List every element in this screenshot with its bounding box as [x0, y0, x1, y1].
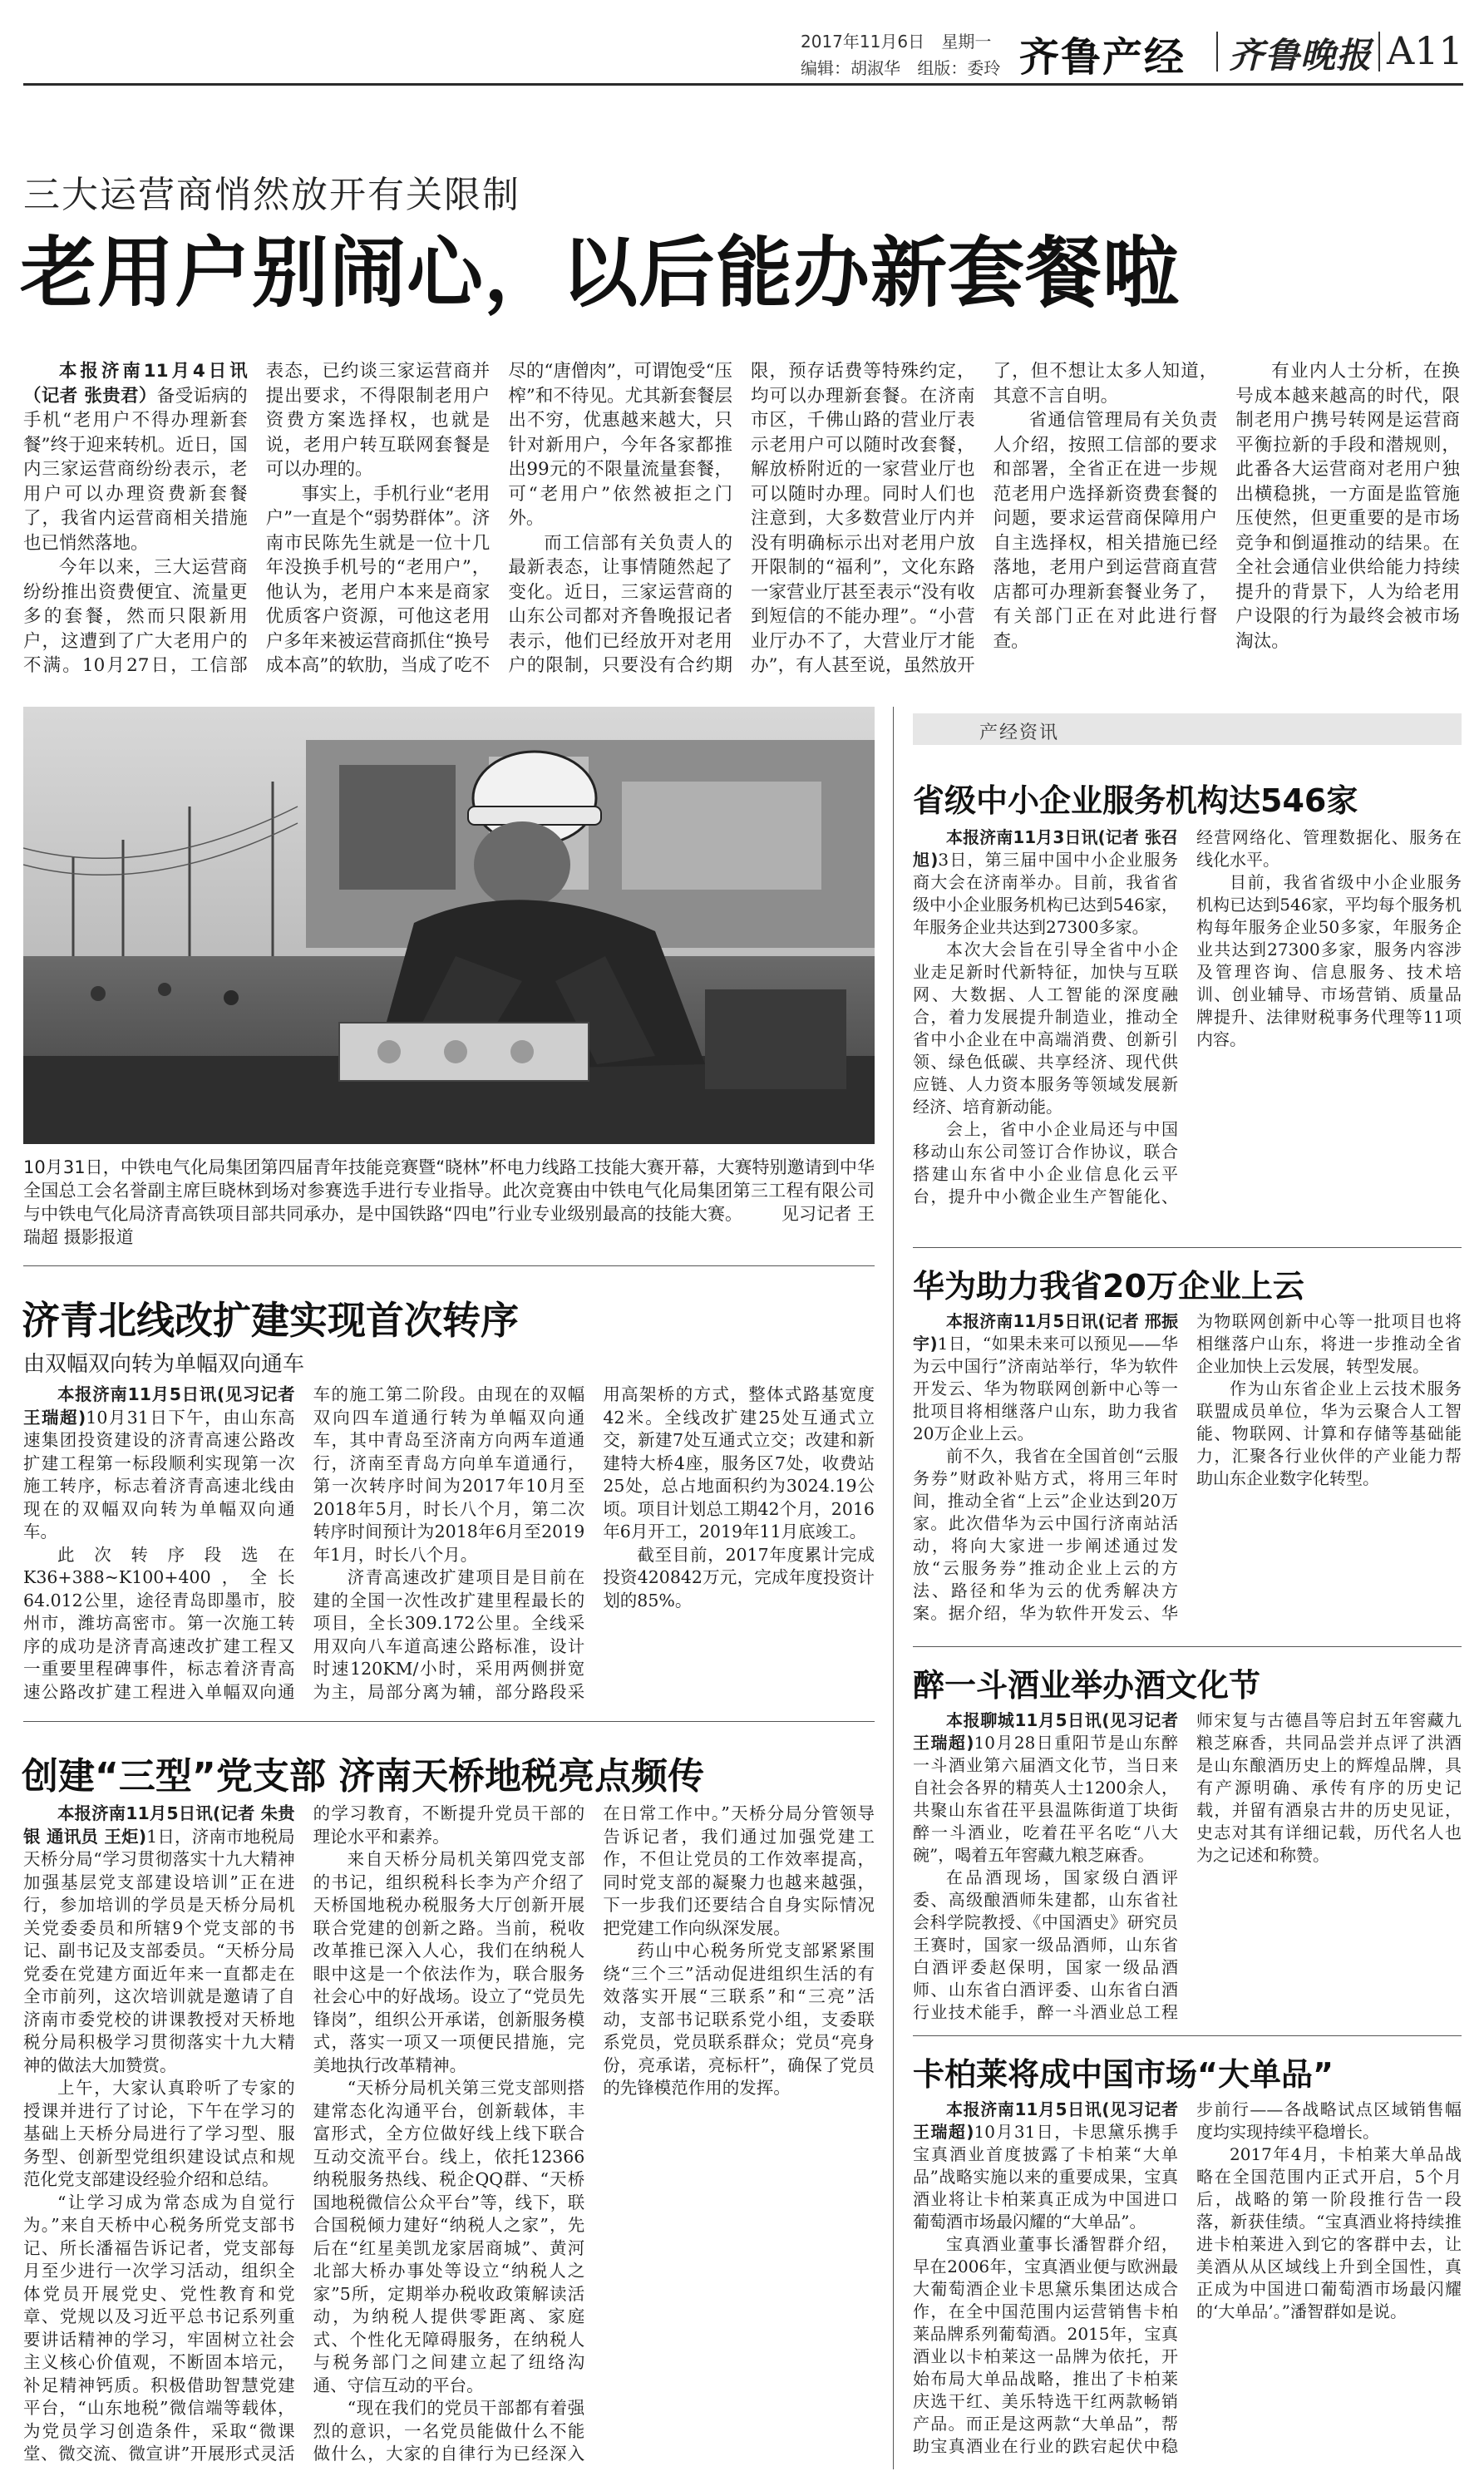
- paper-logo: 齐鲁晚报: [1229, 35, 1373, 76]
- smes-paragraph: 本次大会旨在引导全省中小企业走足新时代新特征，加快与互联网、大数据、人工智能的深度融合，着力发展提升制造业，推动全省中小企业在中高端消费、创新引领、绿色低碳、共享经济、现代供应链、人力资本服务等领域发展新经济、培育新动能。: [913, 940, 1178, 1117]
- smes-reporter: (记者 张召旭): [913, 827, 1178, 870]
- lead-paragraph: 而工信部有关负责人的最新表态，让事情随然起了变化。近日，三家运营商的山东公司都对齐鲁晚报记者表示，他们已经放开对老用户的限制，只要没有合约期限，预存话费等特殊约定，均可以办理新套餐。在济南市区，千佛山路的营业厅表示老用户可以随时改套餐，解放桥附近的一家营业厅也可以随时办理。同时人们也注意到，大多数营业厅内并没有明确标示出对老用户放开限制的“福利”，文化东路一家营业厅甚至表示“没有收到短信的不能办理”。“小营业厅办不了，大营业厅才能办”，有人甚至说，虽然放开了，但不想让太多人知道，其意不言自明。: [508, 361, 1218, 676]
- highway-paragraph: 济青高速改扩建项目是目前在建的全国一次性改扩建里程最长的项目，全长309.172公里。全线采用双向八车道高速公路标准，设计时速120KM/小时，采用两侧拼宽为主，局部分离为辅，部分路段采用高架桥的方式，整体式路基宽度42米。全线改扩建25处互通式立交，新建7处互通式立交；改建和新建特大桥4座，服务区7处，收费站25处，总占地面积约为3024.19公顷。项目计划总工期42个月，2016年6月开工，2019年11月底竣工。: [313, 1384, 875, 1702]
- divider: [23, 1721, 875, 1722]
- tax-dateline: 本报济南11月5日讯: [57, 1803, 213, 1823]
- photo-caption-text: 10月31日，中铁电气化局集团第四届青年技能竞赛暨“晓林”杯电力线路工技能大赛开幕，大赛特别邀请到中华全国总工会名誉副主席巨晓林到场对参赛选手进行专业指导。此次竞赛由中铁电气化局集团第三工程有限公司与中铁电气化局济青高铁项目部共同承办，是中国铁路“四电”行业专业级别最高的技能大赛。: [23, 1157, 875, 1224]
- photo-caption: [23, 1156, 875, 1249]
- tax-paragraph: 1日，济南市地税局天桥分局“学习贯彻落实十九大精神加强基层党支部建设培训”正在进行，参加培训的学员是天桥分局机关党委委员和所辖9个党支部的书记、副书记及支部委员。“天桥分局党委在党建方面近年来一直都走在全市前列，这次培训就是邀请了自济南市委党校的讲课教授对天桥地税分局积极学习贯彻落实十九大精神的做法大加赞赏。: [23, 1826, 295, 2075]
- highway-dateline: 本报济南11月5日讯: [57, 1384, 217, 1404]
- lead-dateline: 本报济南11月4日讯: [59, 361, 248, 382]
- lead-paragraph: 备受诟病的手机“老用户不得办理新套餐”终于迎来转机。近日，国内三家运营商纷纷表示，老用户可以办理资费新套餐了，我省内运营商相关措施也已悄然落地。: [23, 385, 248, 554]
- highway-paragraph: 此次转序段选在K36+388~K100+400，全长64.012公里，途径青岛即墨市，胶州市，潍坊高密市。第一次施工转序的成功是济青高速改扩建工程又一重要里程碑事件，标志着济青高速公路改扩建工程进入单幅双向通车的施工第二阶段。由现在的双幅双向四车道通行转为单幅双向通车，其中青岛至济南方向两车道通行，济南至青岛方向单车道通行，第一次转序时间为2017年10月至2018年5月，时长八个月，第二次转序时间预计为2018年6月至2019年1月，时长八个月。: [23, 1384, 585, 1702]
- issue-weekday: 星期一: [941, 32, 992, 52]
- highway-subhead: 由双幅双向转为单幅双向通车: [23, 1352, 305, 1377]
- lead-reporter: （记者 张贵君）: [23, 385, 157, 407]
- masthead-rule: [23, 83, 1463, 86]
- carlsberg-paragraph: 10月31日，卡思黛乐携手宝真酒业首度披露了卡柏莱“大单品”战略实施以来的重要成果，宝真酒业将让卡柏莱真正成为中国进口葡萄酒市场最闪耀的“大单品”。: [913, 2122, 1178, 2232]
- huawei-body: [913, 1310, 1462, 1640]
- tax-paragraph: 来自天桥分局机关第四党支部的书记，组织税科长李为产介绍了天桥国地税办税服务大厅创新开展联合党建的创新之路。当前，税收改革推已深入人心，我们在纳税人眼中这是一个依法作为，联合服务社会心中的好战场。设立了“党员先锋岗”，组织公开承诺，创新服务模式，落实一项又一项便民措施，完美地执行改革精神。: [313, 1849, 585, 2075]
- lead-body: [23, 359, 1460, 687]
- news-photo: [23, 707, 875, 1144]
- carlsberg-headline: 卡柏莱将成中国市场“大单品”: [913, 2056, 1334, 2093]
- tax-headline: 创建“三型”党支部 济南天桥地税亮点频传: [22, 1755, 705, 1798]
- lead-paragraph: 有业内人士分析，在换号成本越来越高的时代，限制老用户携号转网是运营商平衡拉新的手段和潜规则，此番各大运营商对老用户独出横稳挑，一方面是监管施压使然，但更重要的是市场竞争和倒逼推动的结果。在全社会通信业供给能力持续提升的背景下，人为给老用户设限的行为最终会被市场淘汰。: [1235, 361, 1460, 652]
- carlsberg-paragraph: 宝真酒业董事长潘智群介绍，早在2006年，宝真酒业便与欧洲最大葡萄酒企业卡思黛乐集团达成合作，在全中国范围内运营销售卡柏莱品牌系列葡萄酒。2015年，宝真酒业以卡柏莱这一品牌为依托，开始布局大单品战略，推出了卡柏莱庆选干红、美乐特选干红两款畅销产品。而正是这两款“大单品”，帮助宝真酒业在行业的跌宕起伏中稳步前行——各战略试点区域销售幅度均实现持续平稳增长。: [913, 2099, 1462, 2456]
- smes-headline: 省级中小企业服务机构达546家: [913, 782, 1358, 819]
- carlsberg-reporter: (见习记者 王瑞超): [913, 2099, 1179, 2142]
- photo-credit: 见习记者 王瑞超 摄影报道: [23, 1204, 875, 1247]
- highway-reporter: (见习记者 王瑞超): [23, 1384, 295, 1428]
- divider: [913, 1247, 1462, 1248]
- tax-paragraph: “让学习成为常态成为自觉行为。”来自天桥中心税务所党支部书记、所长潘福告诉记者，党支部每月至少进行一次学习活动，组织全体党员开展党史、党性教育和党章、党规以及习近平总书记系列重要讲话精神的学习，牢固树立社会主义核心价值观，不断固本培元，补足精神钙质。积极借助智慧党建平台，“山东地税”微信端等载体，为党员学习创造条件，采取“微课堂、微交流、微宣讲”开展形式灵活的学习教育，不断提升党员干部的理论水平和素养。: [23, 1803, 585, 2464]
- liquor-paragraph: 10月28日重阳节是山东醉一斗酒业第六届酒文化节，当日来自社会各界的精英人士1200余人，共聚山东省茌平县温陈街道丁块街醉一斗酒业，吃着茌平名吃“八大碗”，喝着五年窖藏九粮芝麻香。: [913, 1733, 1178, 1865]
- huawei-reporter: (记者 邢振宇): [913, 1311, 1178, 1354]
- smes-body: [913, 826, 1462, 1242]
- highway-paragraph: 10月31日下午，由山东高速集团投资建设的济青高速公路改扩建工程第一标段顺利实现第一次施工转序，标志着济青高速北线由现在的双幅双向转为单幅双向通车。: [23, 1407, 295, 1541]
- masthead: [0, 0, 1484, 83]
- lead-kicker: 三大运营商悄然放开有关限制: [23, 174, 520, 216]
- tax-body: [23, 1803, 875, 2468]
- divider: [913, 1646, 1462, 1647]
- editor-credit: 编辑：胡淑华: [801, 58, 900, 78]
- masthead-divider: [1216, 32, 1218, 72]
- lead-paragraph: 今年以来，三大运营商纷纷推出资费便宜、流量更多的套餐，然而只限新用户，这遭到了广大老用户的不满。10月27日，工信部表态，已约谈三家运营商并提出要求，不得限制老用户资费方案选择权，也就是说，老用户转互联网套餐是可以办理的。: [23, 361, 491, 676]
- page-number: A11: [1387, 28, 1463, 73]
- liquor-body: [913, 1709, 1462, 2029]
- huawei-paragraph: 前不久，我省在全国首创“云服务券”财政补贴方式，将用三年时间，推动全省“上云”企业达到20万家。此次借华为云中国行济南站活动，将向大家进一步阐述通过发放“云服务券”推动企业上云的方法、路径和华为云的优秀解决方案。据介绍，华为软件开发云、华为物联网创新中心等一批项目也将相继落户山东，将进一步推动全省企业加快上云发展，转型发展。: [913, 1311, 1462, 1623]
- sidebar-label-bar: [913, 713, 1462, 745]
- sidebar-label: 产经资讯: [979, 723, 1060, 743]
- lead-paragraph: 省通信管理局有关负责人介绍，按照工信部的要求和部署，全省正在进一步规范老用户选择新资费套餐的问题，要求运营商保障用户自主选择权，相关措施已经落地，老用户到运营商直营店都可办理新套餐业务了，有关部门正在对此进行督查。: [993, 410, 1218, 652]
- liquor-headline: 醉一斗酒业举办酒文化节: [913, 1667, 1261, 1704]
- issue-date: 2017年11月6日: [801, 32, 925, 52]
- tax-paragraph: 药山中心税务所党支部紧紧围绕“三个三”活动促进组织生活的有效落实开展“三联系”和“三亮”活动，支部书记联系党小组，支委联系党员，党员联系群众；党员“亮身份，亮承诺，亮标杆”，确保了党员的先锋模范作用的发挥。: [603, 1941, 875, 2098]
- huawei-headline: 华为助力我省20万企业上云: [913, 1268, 1304, 1305]
- huawei-dateline: 本报济南11月5日讯: [946, 1311, 1098, 1331]
- tax-paragraph: “现在我们的党员干部都有着强烈的意识，一名党员能做什么不能做什么，大家的自律行为已经深入在日常工作中。”天桥分局分管领导告诉记者，我们通过加强党建工作，不但让党员的工作效率提高，同时党支部的凝聚力也越来越强，下一步我们还要结合自身实际情况把党建工作向纵深发展。: [313, 1803, 875, 2464]
- smes-paragraph: 会上，省中小企业局还与中国移动山东公司签订合作协议，联合搭建山东省中小企业信息化云平台，提升中小微企业生产智能化、经营网络化、管理数据化、服务在线化水平。: [913, 827, 1462, 1206]
- carlsberg-paragraph: 2017年4月，卡柏莱大单品战略在全国范围内正式开启，5个月后，战略的第一阶段推行告一段落，新获佳绩。“宝真酒业将持续推进卡柏莱进入到它的客群中去，让美酒从从区域线上升到全国性，真正成为中国进口葡萄酒市场最闪耀的‘大单品’。”潘智群如是说。: [1196, 2144, 1462, 2321]
- tax-paragraph: 上午，大家认真聆听了专家的授课并进行了讨论，下午在学习的基础上天桥分局进行了学习型、服务型、创新型党组织建设试点和规范化党支部建设经验介绍和总结。: [23, 2078, 295, 2189]
- huawei-paragraph: 作为山东省企业上云技术服务联盟成员单位，华为云聚合人工智能、物联网、计算和存储等基础能力，汇聚各行业伙伴的产业能力帮助山东企业数字化转型。: [1196, 1379, 1462, 1488]
- liquor-paragraph: 在品酒现场，国家级白酒评委、高级酿酒师朱建都，山东省社会科学院教授、《中国酒史》研究员王赛时，国家一级品酒师，山东省白酒评委赵保明，国家一级品酒师、山东省白酒评委、山东省白酒行业技术能手，醉一斗酒业总工程师宋复与古德昌等启封五年窖藏九粮芝麻香，共同品尝并点评了洪酒是山东酿酒历史上的辉煌品牌，具有产源明确、承传有序的历史记载，并留有酒泉古井的历史见证，史志对其有详细记载，历代名人也为之记述和称赞。: [913, 1710, 1462, 2022]
- highway-body: [23, 1384, 875, 1706]
- liquor-reporter: (见习记者 王瑞超): [913, 1710, 1179, 1753]
- huawei-paragraph: 1日，“如果未来可以预见——华为云中国行”济南站举行，华为软件开发云、华为物联网创新中心等一批项目将相继落户山东，助力我省20万企业上云。: [913, 1334, 1179, 1443]
- layout-credit: 组版：委玲: [917, 58, 1001, 78]
- liquor-dateline: 本报聊城11月5日讯: [946, 1710, 1102, 1730]
- tax-paragraph: “天桥分局机关第三党支部则搭建常态化沟通平台，创新载体，丰富形式，全方位做好线上线下联合互动交流平台。线上，依托12366纳税服务热线、税企QQ群、“天桥国地税微信公众平台”等，线下，联合国税倾力建好“纳税人之家”，先后在“红星美凯龙家居商城”、黄河北部大桥办事处等设立“纳税人之家”5所，定期举办税收政策解读活动，为纳税人提供零距离、家庭式、个性化无障碍服务，在纳税人与税务部门之间建立起了纽络沟通、守信互动的平台。: [313, 2078, 585, 2395]
- lead-headline: 老用户别闹心，以后能办新套餐啦: [20, 229, 1181, 318]
- divider: [913, 2035, 1462, 2036]
- smes-paragraph: 3日，第三届中国中小企业服务商大会在济南举办。目前，我省省级中小企业服务机构已达到546家，年服务企业共达到27300多家。: [913, 850, 1179, 937]
- photo-illustration: [23, 707, 875, 1144]
- carlsberg-dateline: 本报济南11月5日讯: [946, 2099, 1102, 2119]
- carlsberg-body: [913, 2099, 1462, 2471]
- tax-reporter: (记者 朱贵银 通讯员 王炬): [23, 1803, 295, 1847]
- divider: [23, 1265, 875, 1266]
- column-divider: [893, 707, 894, 2469]
- section-title: 齐鲁产经: [1019, 34, 1186, 81]
- smes-dateline: 本报济南11月3日讯: [946, 827, 1098, 847]
- smes-paragraph: 目前，我省省级中小企业服务机构已达到546家，平均每个服务机构每年服务企业50多家，年服务企业共达到27300多家，服务内容涉及管理咨询、信息服务、技术培训、创业辅导、市场营销、质量品牌提升、法律财税事务代理等11项内容。: [1196, 872, 1462, 1049]
- highway-paragraph: 截至目前，2017年度累计完成投资420842万元，完成年度投资计划的85%。: [603, 1544, 875, 1610]
- masthead-divider-2: [1378, 32, 1380, 72]
- lead-paragraph: 事实上，手机行业“老用户”一直是个“弱势群体”。济南市民陈先生就是一位十几年没换手机号的“老用户”，他认为，老用户本来是商家优质客户资源，可他这老用户多年来被运营商抓住“换号成本高”的软肋，当成了吃不尽的“唐僧肉”，可谓饱受“压榨”和不待见。尤其新套餐层出不穷，优惠越来越大，只针对新用户，今年各家都推出99元的不限量流量套餐，可“老用户”依然被拒之门外。: [265, 361, 732, 676]
- highway-headline: 济青北线改扩建实现首次转序: [22, 1298, 519, 1343]
